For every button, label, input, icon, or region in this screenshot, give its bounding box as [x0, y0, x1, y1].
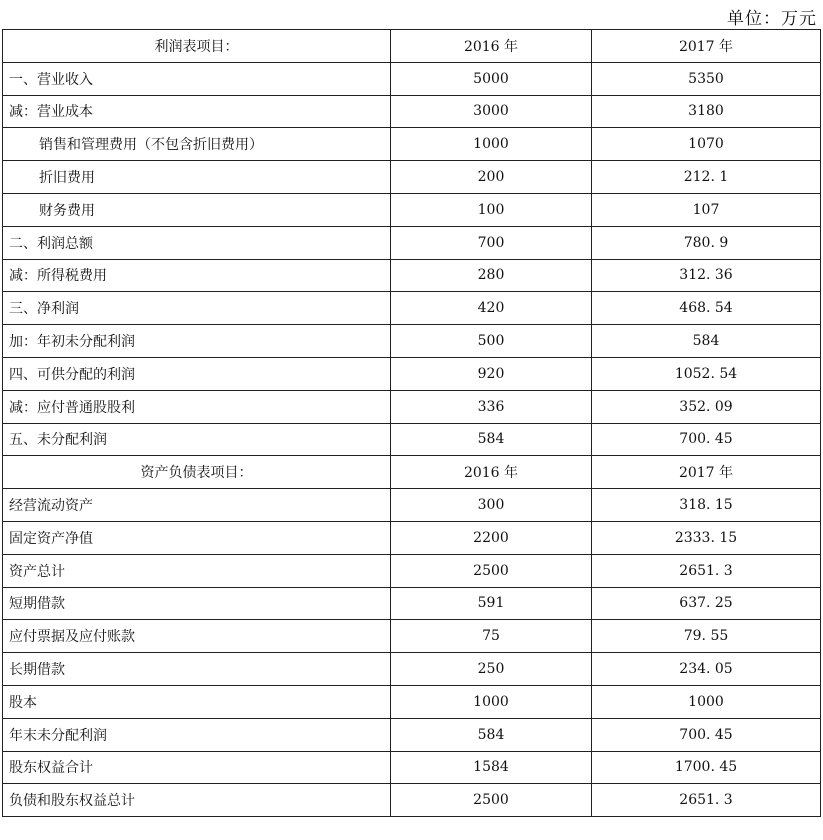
- row-2017-value: 584: [592, 325, 821, 358]
- row-2016-value: 500: [391, 325, 592, 358]
- table-row: [3, 193, 821, 226]
- row-item: 财务费用: [3, 193, 391, 226]
- table-row: [3, 685, 821, 718]
- row-2016-value: 100: [391, 193, 592, 226]
- row-2017-value: 212. 1: [592, 161, 821, 194]
- row-2016-value: 584: [391, 718, 592, 751]
- row-2017-value: 1000: [592, 685, 821, 718]
- row-2016-value: 200: [391, 161, 592, 194]
- row-2017-value: 1070: [592, 128, 821, 161]
- table-row: [3, 259, 821, 292]
- row-2017-value: 234. 05: [592, 653, 821, 686]
- table-row: [3, 95, 821, 128]
- table-row: [3, 226, 821, 259]
- row-2016-value: 700: [391, 226, 592, 259]
- table-row: [3, 751, 821, 784]
- row-2017-value: 2651. 3: [592, 554, 821, 587]
- row-item: 短期借款: [3, 587, 391, 620]
- row-item: 销售和管理费用（不包含折旧费用）: [3, 128, 391, 161]
- row-2017-value: 2651. 3: [592, 784, 821, 817]
- row-item: 一、营业收入: [3, 62, 391, 95]
- table-row: [3, 554, 821, 587]
- row-2016-value: 250: [391, 653, 592, 686]
- balance-header-2017: 2017 年: [592, 456, 821, 489]
- row-2016-value: 280: [391, 259, 592, 292]
- unit-label: 单位：万元: [727, 9, 817, 29]
- row-2017-value: 352. 09: [592, 390, 821, 423]
- row-2016-value: 336: [391, 390, 592, 423]
- row-2016-value: 584: [391, 423, 592, 456]
- table-row: [3, 325, 821, 358]
- row-2017-value: 312. 36: [592, 259, 821, 292]
- row-2016-value: 1000: [391, 128, 592, 161]
- row-2016-value: 920: [391, 357, 592, 390]
- row-item: 二、利润总额: [3, 226, 391, 259]
- row-2016-value: 2200: [391, 521, 592, 554]
- balance-header-2016: 2016 年: [391, 456, 592, 489]
- row-item: 经营流动资产: [3, 489, 391, 522]
- row-2017-value: 107: [592, 193, 821, 226]
- row-item: 三、净利润: [3, 292, 391, 325]
- row-item: 资产总计: [3, 554, 391, 587]
- row-2016-value: 1000: [391, 685, 592, 718]
- row-2017-value: 318. 15: [592, 489, 821, 522]
- row-item: 应付票据及应付账款: [3, 620, 391, 653]
- row-item: 加：年初未分配利润: [3, 325, 391, 358]
- row-2016-value: 1584: [391, 751, 592, 784]
- row-2017-value: 700. 45: [592, 423, 821, 456]
- row-2017-value: 780. 9: [592, 226, 821, 259]
- row-item: 负债和股东权益总计: [3, 784, 391, 817]
- row-item: 五、未分配利润: [3, 423, 391, 456]
- row-2017-value: 79. 55: [592, 620, 821, 653]
- table-row: [3, 653, 821, 686]
- row-2017-value: 1052. 54: [592, 357, 821, 390]
- row-item: 减：营业成本: [3, 95, 391, 128]
- row-item: 四、可供分配的利润: [3, 357, 391, 390]
- table-row: [3, 489, 821, 522]
- row-2016-value: 420: [391, 292, 592, 325]
- row-2017-value: 2333. 15: [592, 521, 821, 554]
- table-row: [3, 423, 821, 456]
- table-row: [3, 62, 821, 95]
- income-header-2017: 2017 年: [592, 30, 821, 63]
- row-item: 减：所得税费用: [3, 259, 391, 292]
- row-2016-value: 3000: [391, 95, 592, 128]
- row-item: 折旧费用: [3, 161, 391, 194]
- row-item: 年末未分配利润: [3, 718, 391, 751]
- row-2017-value: 5350: [592, 62, 821, 95]
- row-2016-value: 5000: [391, 62, 592, 95]
- row-2017-value: 637. 25: [592, 587, 821, 620]
- income-header-row: [3, 30, 821, 63]
- row-2016-value: 300: [391, 489, 592, 522]
- row-item: 股本: [3, 685, 391, 718]
- row-2016-value: 75: [391, 620, 592, 653]
- row-2017-value: 700. 45: [592, 718, 821, 751]
- financial-table: [2, 29, 821, 817]
- row-2017-value: 468. 54: [592, 292, 821, 325]
- table-row: [3, 718, 821, 751]
- income-header-item: 利润表项目：: [3, 30, 391, 63]
- table-row: [3, 128, 821, 161]
- table-row: [3, 784, 821, 817]
- table-row: [3, 390, 821, 423]
- row-item: 固定资产净值: [3, 521, 391, 554]
- row-2017-value: 3180: [592, 95, 821, 128]
- row-2016-value: 591: [391, 587, 592, 620]
- row-item: 长期借款: [3, 653, 391, 686]
- row-item: 减：应付普通股股利: [3, 390, 391, 423]
- balance-header-row: [3, 456, 821, 489]
- income-header-2016: 2016 年: [391, 30, 592, 63]
- row-2016-value: 2500: [391, 784, 592, 817]
- row-item: 股东权益合计: [3, 751, 391, 784]
- balance-header-item: 资产负债表项目：: [3, 456, 391, 489]
- table-row: [3, 292, 821, 325]
- table-row: [3, 587, 821, 620]
- table-row: [3, 521, 821, 554]
- row-2016-value: 2500: [391, 554, 592, 587]
- table-row: [3, 161, 821, 194]
- row-2017-value: 1700. 45: [592, 751, 821, 784]
- table-row: [3, 357, 821, 390]
- table-row: [3, 620, 821, 653]
